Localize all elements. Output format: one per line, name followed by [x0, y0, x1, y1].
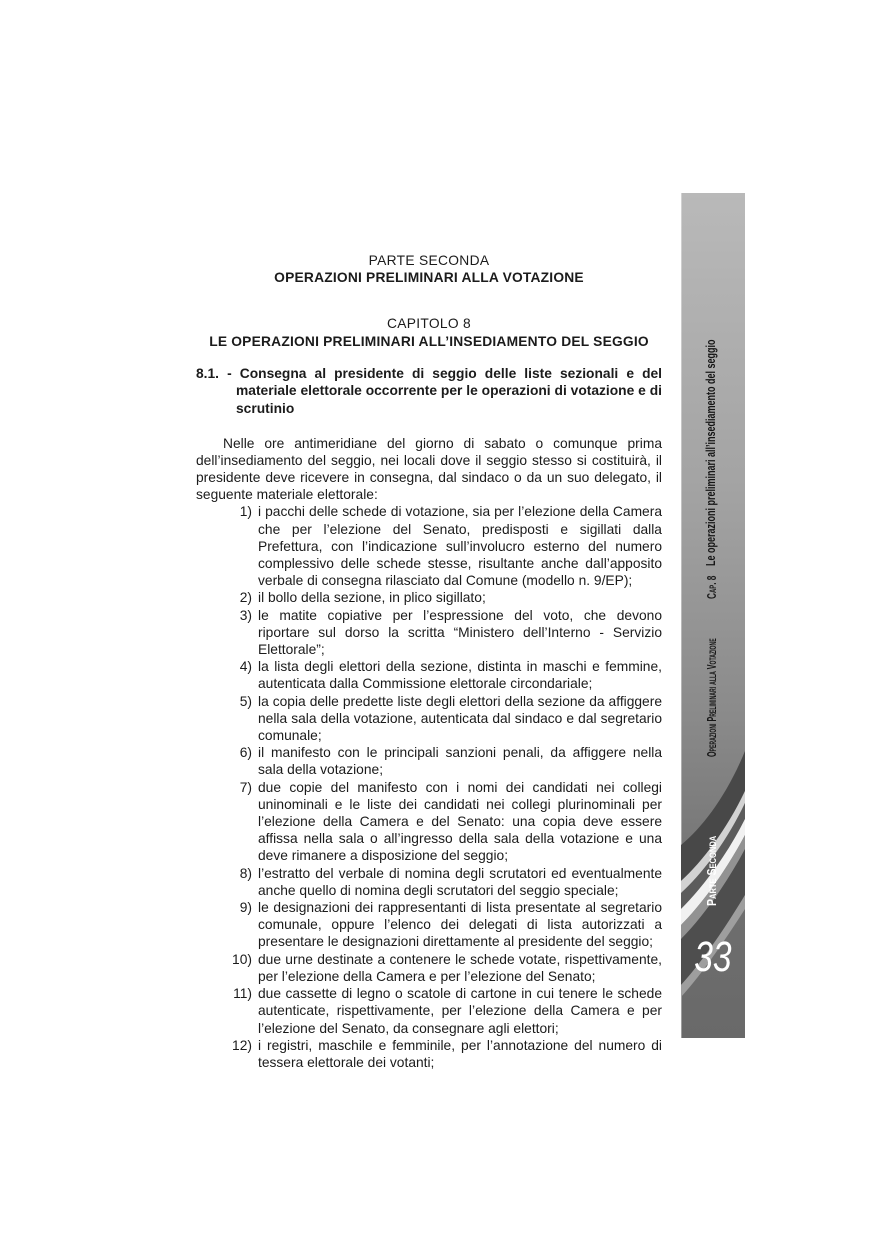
item-number: 6)	[239, 745, 252, 761]
item-text: due urne destinate a contenere le schede votate, rispettivamente, per l’elezione della Camera e per l’elezione del Senato;	[258, 951, 662, 984]
item-number: 11)	[233, 986, 252, 1002]
list-item	[196, 951, 662, 985]
item-text: l’estratto del verbale di nomina degli scrutatori ed eventualmente anche quello di nomina degli scrutatori del seggio speciale;	[258, 865, 662, 898]
list-item	[196, 865, 662, 899]
item-number: 4)	[239, 659, 252, 675]
list-item	[196, 589, 662, 606]
list-item	[196, 1037, 662, 1071]
item-text: le designazioni dei rappresentanti di lista presentate al segretario comunale, oppure l’elenco dei delegati di lista autorizzati a presentare le designazioni direttamente al presidente del seggio;	[258, 900, 662, 950]
section-title: Consegna al presidente di seggio delle liste sezionali e del materiale elettorale occorrente per le operazioni di votazione e di scrutinio	[236, 365, 662, 416]
item-number: 3)	[239, 607, 252, 623]
item-text: la lista degli elettori della sezione, distinta in maschi e femmine, autenticata dalla Commissione elettorale circondariale;	[258, 659, 662, 692]
item-number: 5)	[239, 693, 252, 709]
intro-paragraph: Nelle ore antimeridiane del giorno di sabato o comunque prima dell’insediamento del seggio, nei locali dove il seggio stesso si costituirà, il presidente deve ricevere in consegna, dal sindaco o da un suo delegato, il seguente materiale elettorale:	[196, 435, 662, 503]
item-text: due cassette di legno o scatole di cartone in cui tenere le schede autenticate, rispettivamente, per l’elezione della Camera e per l’elezione del Senato, da consegnare agli elettori;	[258, 986, 662, 1036]
swoosh-graphic	[681, 193, 745, 1038]
item-number: 9)	[239, 900, 252, 916]
item-number: 12)	[232, 1037, 252, 1053]
sidebar-part-label: Parte Seconda	[705, 835, 719, 906]
item-text: la copia delle predette liste degli elettori della sezione da affiggere nella sala della votazione, autenticata dal sindaco e dal segretario comunale;	[258, 693, 662, 744]
page-number	[681, 933, 745, 982]
chapter-label: CAPITOLO 8	[386, 316, 472, 332]
item-text: le matite copiative per l’espressione del voto, che devono riportare sul dorso la scritta “Ministero dell’Interno - Servizio Elettorale”;	[258, 607, 662, 658]
list-item	[196, 744, 662, 778]
list-item	[196, 985, 662, 1037]
sidebar-chapter-title: Le operazioni preliminari all’insediamento del seggio	[704, 339, 718, 566]
part-label: PARTE SECONDA	[368, 253, 490, 268]
item-text: il bollo della sezione, in plico sigillato;	[258, 590, 486, 606]
item-number: 1)	[239, 504, 252, 520]
list-item	[196, 899, 662, 951]
chapter-title: LE OPERAZIONI PRELIMINARI ALL’INSEDIAMENTO DEL SEGGIO	[209, 333, 649, 349]
item-text: il manifesto con le principali sanzioni penali, da affiggere nella sala della votazione;	[258, 745, 662, 778]
item-text: i registri, maschile e femminile, per l’annotazione del numero di tessera elettorale dei votanti;	[258, 1037, 662, 1070]
materials-list	[196, 503, 662, 1071]
list-item	[196, 693, 662, 745]
list-item	[196, 779, 662, 865]
item-number: 10)	[232, 951, 252, 967]
item-number: 7)	[239, 779, 252, 795]
list-item	[196, 658, 662, 692]
sidebar-part-title: Operazioni Preliminari alla Votazione	[705, 638, 719, 757]
main-content	[196, 252, 662, 1071]
section-heading	[196, 365, 662, 418]
page-number-value: 33	[694, 933, 732, 981]
sidebar	[681, 193, 745, 1038]
item-text: due copie del manifesto con i nomi dei candidati nei collegi uninominali e le liste dei candidati nei collegi plurinominali per l’elezione della Camera e del Senato: una copia deve essere affissa nella sala o all’ingresso della sala della votazione e una deve rimanere a disposizione del seggio;	[258, 779, 662, 864]
item-number: 2)	[239, 590, 252, 606]
item-text: i pacchi delle schede di votazione, sia per l’elezione della Camera che per l’elezione del Senato, predisposti e sigillati dalla Prefettura, con l’indicazione sull’involucro esterno del numero complessivo delle schede stesse, risultante anche dall’apposito verbale di consegna rilasciato dal Comune (modello n. 9/EP);	[258, 504, 662, 589]
section-number: 8.1. -	[196, 365, 232, 381]
list-item	[196, 503, 662, 589]
part-title: OPERAZIONI PRELIMINARI ALLA VOTAZIONE	[274, 270, 584, 286]
sidebar-chapter-label: Cap. 8	[705, 575, 719, 599]
item-number: 8)	[239, 865, 252, 881]
list-item	[196, 607, 662, 659]
